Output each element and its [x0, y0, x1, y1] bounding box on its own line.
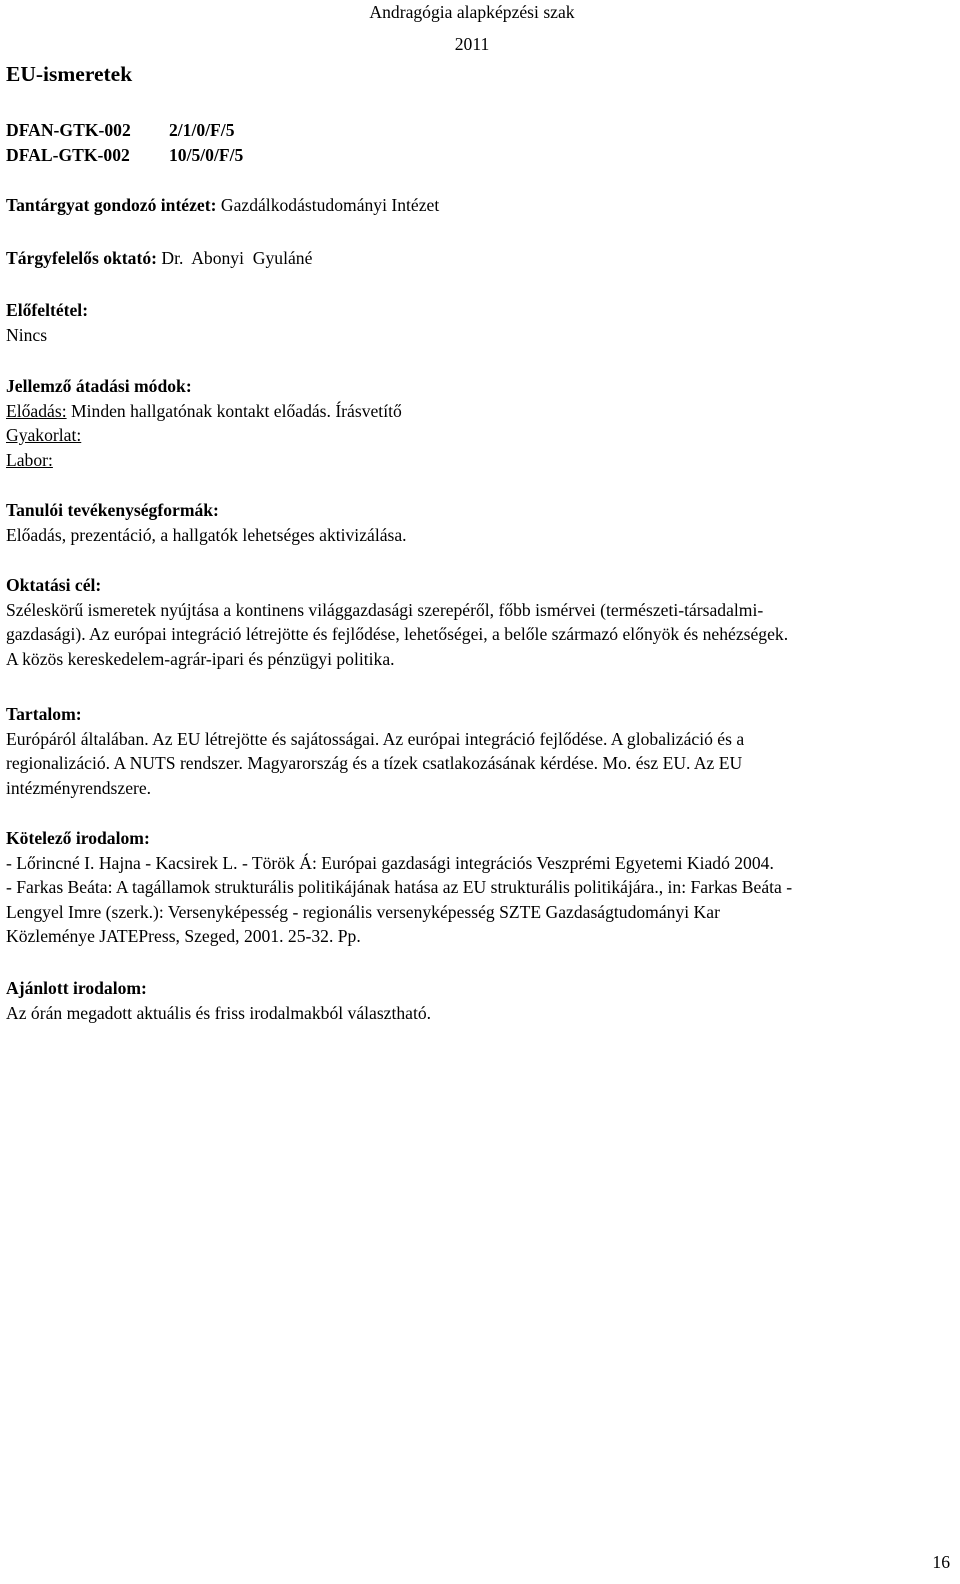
required-reading-line: Lengyel Imre (szerk.): Versenyképesség - regionális versenyképesség SZTE Gazdaságtudományi Kar: [6, 901, 720, 922]
course-code: DFAN-GTK-002: [6, 120, 131, 140]
course-codes: [6, 118, 243, 168]
delivery-lecture-value: Minden hallgatónak kontakt előadás. Írásvetítő: [71, 400, 402, 421]
required-reading-line: Közleménye JATEPress, Szeged, 2001. 25-32. Pp.: [6, 926, 361, 946]
delivery-lab-label: Labor:: [6, 449, 53, 470]
institute-value: Gazdálkodástudományi Intézet: [220, 195, 440, 215]
goal-label: Oktatási cél:: [6, 575, 102, 595]
recommended-reading-section: [6, 976, 926, 1025]
program-year: 2011: [454, 34, 490, 54]
delivery-lecture-line: [6, 399, 926, 424]
goal-line: gazdasági). Az európai integráció létrejötte és fejlődése, lehetőségei, a belőle származó előnyök és nehézségek.: [6, 624, 789, 644]
required-reading-line: - Lőrincné I. Hajna - Kacsirek L. - Török Á: Európai gazdasági integrációs Veszprémi Egyetemi Kiadó 2004.: [6, 852, 774, 873]
course-spec: 10/5/0/F/5: [169, 145, 244, 165]
goal-line: Széleskörű ismeretek nyújtása a kontinens világgazdasági szerepéről, főbb ismérvei (természeti-társadalmi-: [6, 599, 764, 620]
activities-label: Tanulói tevékenységformák:: [6, 500, 219, 520]
program-name: Andragógia alapképzési szak: [369, 2, 575, 22]
goal-line: A közös kereskedelem-agrár-ipari és pénzügyi politika.: [6, 648, 395, 669]
institute-line: [6, 193, 926, 218]
activities-value: Előadás, prezentáció, a hallgatók lehetséges aktivizálása.: [6, 524, 407, 545]
course-title: EU-ismeretek: [6, 62, 133, 86]
page-number: 16: [932, 1552, 950, 1572]
instructor-label: Tárgyfelelős oktató:: [6, 248, 157, 268]
required-reading-section: [6, 826, 926, 949]
recommended-reading-value: Az órán megadott aktuális és friss irodalmakból választható.: [6, 1002, 432, 1023]
content-label: Tartalom:: [6, 704, 82, 724]
delivery-label: Jellemző átadási módok:: [6, 376, 192, 396]
required-reading-line: - Farkas Beáta: A tagállamok strukturális politikájának hatása az EU strukturális politikájára., in: Farkas Beáta -: [6, 877, 793, 897]
instructor-value: Dr. Abonyi Gyuláné: [161, 248, 313, 268]
content-line: regionalizáció. A NUTS rendszer. Magyarország és a tízek csatlakozásának kérdése. Mo. ész EU. Az EU: [6, 753, 743, 773]
prerequisite-value: Nincs: [6, 324, 48, 345]
recommended-reading-label: Ajánlott irodalom:: [6, 978, 147, 998]
course-code-row: [6, 118, 243, 143]
prerequisite-section: [6, 298, 926, 347]
course-code-row: [6, 143, 243, 168]
goal-section: [6, 573, 926, 671]
content-line: Európáról általában. Az EU létrejötte és sajátosságai. Az európai integráció fejlődése. A globalizáció és a: [6, 728, 745, 749]
course-spec: 2/1/0/F/5: [169, 120, 235, 140]
delivery-section: [6, 374, 926, 472]
instructor-line: [6, 246, 926, 271]
activities-section: [6, 498, 926, 547]
content-line: intézményrendszere.: [6, 777, 152, 798]
prerequisite-label: Előfeltétel:: [6, 300, 89, 320]
course-code: DFAL-GTK-002: [6, 145, 130, 165]
institute-label: Tantárgyat gondozó intézet:: [6, 195, 217, 215]
delivery-lecture-label: Előadás:: [6, 400, 67, 421]
content-section: [6, 702, 926, 800]
required-reading-label: Kötelező irodalom:: [6, 828, 150, 848]
delivery-practice-label: Gyakorlat:: [6, 425, 82, 445]
